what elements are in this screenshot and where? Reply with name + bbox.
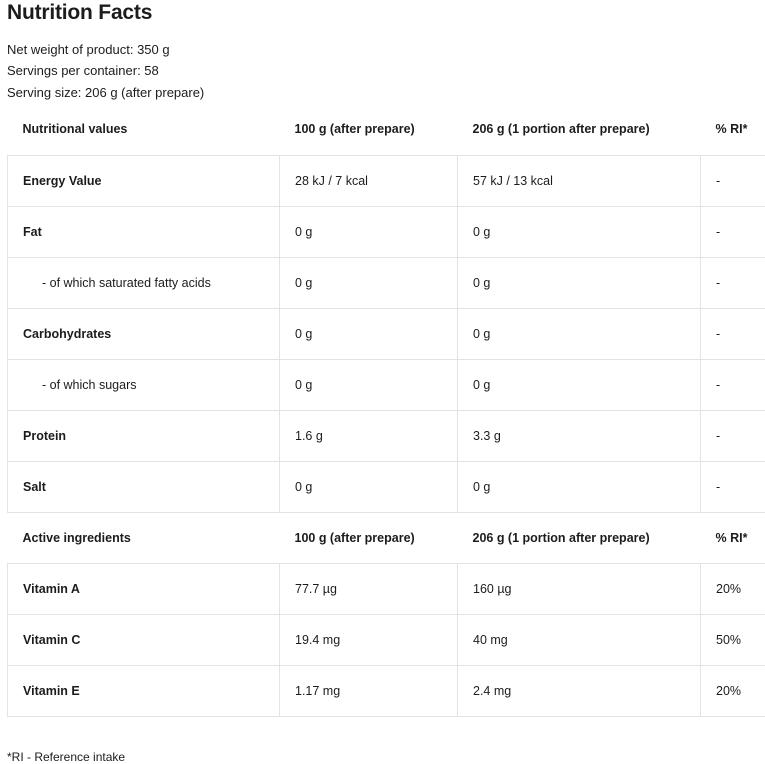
row-label: Vitamin A	[8, 563, 280, 614]
table-row	[8, 155, 765, 206]
cell-value: 0 g	[280, 206, 458, 257]
cell-value: 2.4 mg	[458, 665, 701, 716]
cell-value: 77.7 µg	[280, 563, 458, 614]
cell-value: 20%	[701, 563, 765, 614]
net-weight: Net weight of product: 350 g	[7, 42, 170, 58]
cell-value: 0 g	[458, 461, 701, 512]
cell-value: 0 g	[458, 308, 701, 359]
column-header: % RI*	[701, 512, 765, 563]
table-row	[8, 359, 765, 410]
cell-value: 19.4 mg	[280, 614, 458, 665]
table-row	[8, 257, 765, 308]
row-label: Carbohydrates	[8, 308, 280, 359]
column-header: 206 g (1 portion after prepare)	[458, 103, 701, 155]
table-row	[8, 410, 765, 461]
cell-value: 0 g	[458, 257, 701, 308]
cell-value: 20%	[701, 665, 765, 716]
cell-value: 28 kJ / 7 kcal	[280, 155, 458, 206]
cell-value: 40 mg	[458, 614, 701, 665]
cell-value: 160 µg	[458, 563, 701, 614]
cell-value: -	[701, 155, 765, 206]
cell-value: -	[701, 257, 765, 308]
cell-value: 50%	[701, 614, 765, 665]
cell-value: 0 g	[458, 359, 701, 410]
cell-value: 1.17 mg	[280, 665, 458, 716]
cell-value: 0 g	[280, 359, 458, 410]
row-label: - of which sugars	[8, 359, 280, 410]
table-row	[8, 206, 765, 257]
row-label: Fat	[8, 206, 280, 257]
table-row	[8, 563, 765, 614]
cell-value: -	[701, 206, 765, 257]
cell-value: 3.3 g	[458, 410, 701, 461]
cell-value: 0 g	[280, 308, 458, 359]
page-title: Nutrition Facts	[7, 0, 152, 26]
row-label: Vitamin E	[8, 665, 280, 716]
row-label: Salt	[8, 461, 280, 512]
cell-value: 0 g	[280, 461, 458, 512]
cell-value: 1.6 g	[280, 410, 458, 461]
table-row	[8, 665, 765, 716]
cell-value: -	[701, 410, 765, 461]
cell-value: -	[701, 359, 765, 410]
servings-per-container: Servings per container: 58	[7, 63, 159, 79]
table-row	[8, 461, 765, 512]
serving-size: Serving size: 206 g (after prepare)	[7, 85, 204, 101]
column-header: 100 g (after prepare)	[280, 103, 458, 155]
nutrition-table	[7, 103, 765, 717]
cell-value: -	[701, 308, 765, 359]
column-header: Active ingredients	[8, 512, 280, 563]
row-label: - of which saturated fatty acids	[8, 257, 280, 308]
table-row	[8, 308, 765, 359]
cell-value: -	[701, 461, 765, 512]
column-header: % RI*	[701, 103, 765, 155]
row-label: Vitamin C	[8, 614, 280, 665]
column-header: Nutritional values	[8, 103, 280, 155]
row-label: Energy Value	[8, 155, 280, 206]
active-header-row	[8, 512, 765, 563]
table-row	[8, 614, 765, 665]
footnote: *RI - Reference intake	[7, 750, 125, 764]
nutrition-header-row	[8, 103, 765, 155]
cell-value: 0 g	[280, 257, 458, 308]
row-label: Protein	[8, 410, 280, 461]
cell-value: 57 kJ / 13 kcal	[458, 155, 701, 206]
column-header: 206 g (1 portion after prepare)	[458, 512, 701, 563]
column-header: 100 g (after prepare)	[280, 512, 458, 563]
cell-value: 0 g	[458, 206, 701, 257]
